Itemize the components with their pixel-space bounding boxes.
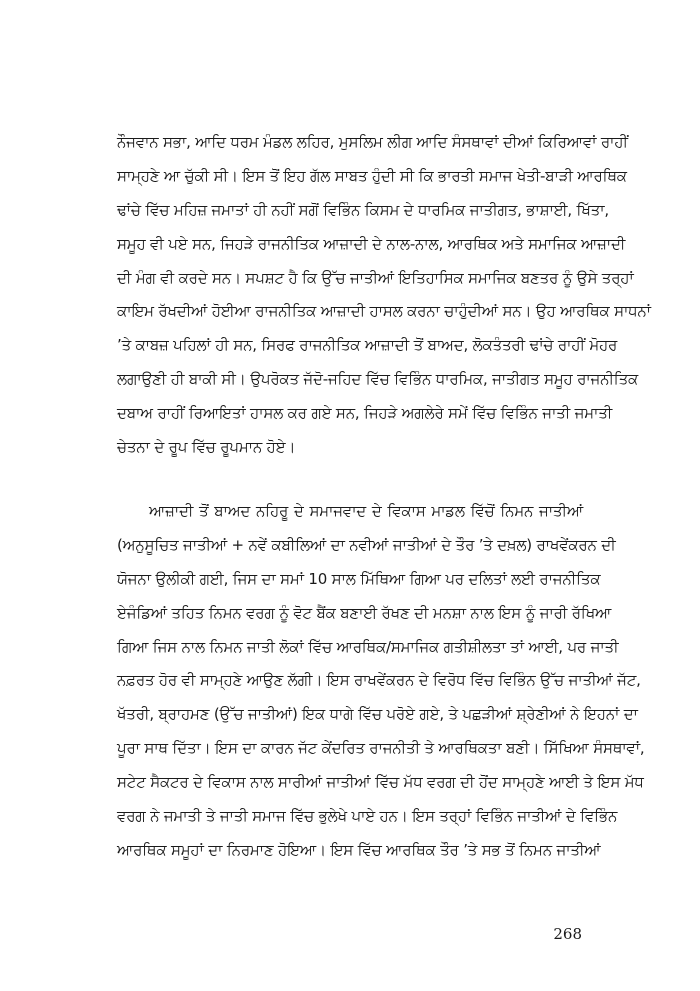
text-line: ਵਰਗ ਨੇ ਜਮਾਤੀ ਤੇ ਜਾਤੀ ਸਮਾਜ ਵਿੱਚ ਭੁਲੇਖੇ ਪਾਏ ਹਨ। ਇਸ ਤਰ੍ਹਾਂ ਵਿਭਿੰਨ ਜਾਤੀਆਂ ਦੇ ਵਿਭਿੰਨ xyxy=(117,807,618,826)
paragraph xyxy=(117,495,645,868)
text-line: ਚੇਤਨਾ ਦੇ ਰੂਪ ਵਿੱਚ ਰੂਪਮਾਨ ਹੋਏ। xyxy=(117,438,296,457)
text-line: ਦੀ ਮੰਗ ਵੀ ਕਰਦੇ ਸਨ। ਸਪਸ਼ਟ ਹੈ ਕਿ ਉੱਚ ਜਾਤੀਆਂ ਇਤਿਹਾਸਿਕ ਸਮਾਜਿਕ ਬਣਤਰ ਨੂੰ ਉਸੇ ਤਰ੍ਹਾਂ xyxy=(117,268,634,287)
text-line: ਪੂਰਾ ਸਾਥ ਦਿੱਤਾ। ਇਸ ਦਾ ਕਾਰਨ ਜੱਟ ਕੇਂਦਰਿਤ ਰਾਜਨੀਤੀ ਤੇ ਆਰਥਿਕਤਾ ਬਣੀ। ਸਿੱਖਿਆ ਸੰਸਥਾਵਾਂ, xyxy=(117,739,645,758)
text-line: ਸਟੇਟ ਸੈਕਟਰ ਦੇ ਵਿਕਾਸ ਨਾਲ ਸਾਰੀਆਂ ਜਾਤੀਆਂ ਵਿੱਚ ਮੱਧ ਵਰਗ ਦੀ ਹੋਂਦ ਸਾਮ੍ਹਣੇ ਆਈ ਤੇ ਇਸ ਮੱਧ xyxy=(117,773,644,792)
text-line: ਸਮੂਹ ਵੀ ਪਏ ਸਨ, ਜਿਹੜੇ ਰਾਜਨੀਤਿਕ ਆਜ਼ਾਦੀ ਦੇ ਨਾਲ-ਨਾਲ, ਆਰਥਿਕ ਅਤੇ ਸਮਾਜਿਕ ਆਜ਼ਾਦੀ xyxy=(117,234,626,253)
text-line: ਯੋਜਨਾ ਉਲੀਕੀ ਗਈ, ਜਿਸ ਦਾ ਸਮਾਂ 10 ਸਾਲ ਮਿੱਥਿਆ ਗਿਆ ਪਰ ਦਲਿਤਾਂ ਲਈ ਰਾਜਨੀਤਿਕ xyxy=(117,569,601,588)
text-line: ’ਤੇ ਕਾਬਜ਼ ਪਹਿਲਾਂ ਹੀ ਸਨ, ਸਿਰਫ ਰਾਜਨੀਤਿਕ ਆਜ਼ਾਦੀ ਤੋਂ ਬਾਅਦ, ਲੋਕਤੰਤਰੀ ਢਾਂਚੇ ਰਾਹੀਂ ਮੋਹਰ xyxy=(117,336,618,355)
text-line: ਖੱਤਰੀ, ਬ੍ਰਾਹਮਣ (ਉੱਚ ਜਾਤੀਆਂ) ਇਕ ਧਾਗੇ ਵਿੱਚ ਪਰੋਏ ਗਏ, ਤੇ ਪਛੜੀਆਂ ਸ਼੍ਰੇਣੀਆਂ ਨੇ ਇਹਨਾਂ ਦਾ xyxy=(117,705,638,724)
text-line: ਏਜੰਡਿਆਂ ਤਹਿਤ ਨਿਮਨ ਵਰਗ ਨੂੰ ਵੋਟ ਬੈਂਕ ਬਣਾਈ ਰੱਖਣ ਦੀ ਮਨਸ਼ਾ ਨਾਲ ਇਸ ਨੂੰ ਜਾਰੀ ਰੱਖਿਆ xyxy=(117,603,612,622)
text-line: ਢਾਂਚੇ ਵਿੱਚ ਮਹਿਜ਼ ਜਮਾਤਾਂ ਹੀ ਨਹੀਂ ਸਗੋਂ ਵਿਭਿੰਨ ਕਿਸਮ ਦੇ ਧਾਰਮਿਕ ਜਾਤੀਗਤ, ਭਾਸ਼ਾਈ, ਖਿੱਤਾ, xyxy=(117,200,609,219)
text-line: ਦਬਾਅ ਰਾਹੀਂ ਰਿਆਇਤਾਂ ਹਾਸਲ ਕਰ ਗਏ ਸਨ, ਜਿਹੜੇ ਅਗਲੇਰੇ ਸਮੇਂ ਵਿੱਚ ਵਿਭਿੰਨ ਜਾਤੀ ਜਮਾਤੀ xyxy=(117,404,613,423)
text-line: ਨੌਜਵਾਨ ਸਭਾ, ਆਦਿ ਧਰਮ ਮੰਡਲ ਲਹਿਰ, ਮੁਸਲਿਮ ਲੀਗ ਆਦਿ ਸੰਸਥਾਵਾਂ ਦੀਆਂ ਕਿਰਿਆਵਾਂ ਰਾਹੀਂ xyxy=(117,133,628,151)
text-line: ਕਾਇਮ ਰੱਖਦੀਆਂ ਹੋਈਆ ਰਾਜਨੀਤਿਕ ਆਜ਼ਾਦੀ ਹਾਸਲ ਕਰਨਾ ਚਾਹੁੰਦੀਆਂ ਸਨ। ਉਹ ਆਰਥਿਕ ਸਾਧਨਾਂ xyxy=(117,302,651,321)
text-line: ਆਰਥਿਕ ਸਮੂਹਾਂ ਦਾ ਨਿਰਮਾਣ ਹੋਇਆ। ਇਸ ਵਿੱਚ ਆਰਥਿਕ ਤੌਰ ’ਤੇ ਸਭ ਤੋਂ ਨਿਮਨ ਜਾਤੀਆਂ xyxy=(117,840,601,859)
text-line: ਨਫ਼ਰਤ ਹੋਰ ਵੀ ਸਾਮ੍ਹਣੇ ਆਉਣ ਲੱਗੀ। ਇਸ ਰਾਖਵੇਂਕਰਨ ਦੇ ਵਿਰੋਧ ਵਿੱਚ ਵਿਭਿੰਨ ਉੱਚ ਜਾਤੀਆਂ ਜੱਟ, xyxy=(117,671,641,690)
text-line: ਸਾਮ੍ਹਣੇ ਆ ਚੁੱਕੀ ਸੀ। ਇਸ ਤੋਂ ਇਹ ਗੱਲ ਸਾਬਤ ਹੁੰਦੀ ਸੀ ਕਿ ਭਾਰਤੀ ਸਮਾਜ ਖੇਤੀ-ਬਾੜੀ ਆਰਥਿਕ xyxy=(117,166,627,185)
text-line: ਲਗਾਉਣੀ ਹੀ ਬਾਕੀ ਸੀ। ਉਪਰੋਕਤ ਜੱਦੋ-ਜਹਿਦ ਵਿੱਚ ਵਿਭਿੰਨ ਧਾਰਮਿਕ, ਜਾਤੀਗਤ ਸਮੂਹ ਰਾਜਨੀਤਿਕ xyxy=(117,370,639,389)
page-number: 268 xyxy=(553,925,582,943)
paragraph xyxy=(117,126,651,465)
text-line: ਆਜ਼ਾਦੀ ਤੋਂ ਬਾਅਦ ਨਹਿਰੂ ਦੇ ਸਮਾਜਵਾਦ ਦੇ ਵਿਕਾਸ ਮਾਡਲ ਵਿੱਚੋਂ ਨਿਮਨ ਜਾਤੀਆਂ xyxy=(149,502,583,520)
text-line: (ਅਨੁਸੂਚਿਤ ਜਾਤੀਆਂ + ਨਵੇਂ ਕਬੀਲਿਆਂ ਦਾ ਨਵੀਆਂ ਜਾਤੀਆਂ ਦੇ ਤੌਰ ’ਤੇ ਦਖ਼ਲ) ਰਾਖਵੇਂਕਰਨ ਦੀ xyxy=(117,535,616,554)
text-line: ਗਿਆ ਜਿਸ ਨਾਲ ਨਿਮਨ ਜਾਤੀ ਲੋਕਾਂ ਵਿੱਚ ਆਰਥਿਕ/ਸਮਾਜਿਕ ਗਤੀਸ਼ੀਲਤਾ ਤਾਂ ਆਈ, ਪਰ ਜਾਤੀ xyxy=(117,637,619,656)
